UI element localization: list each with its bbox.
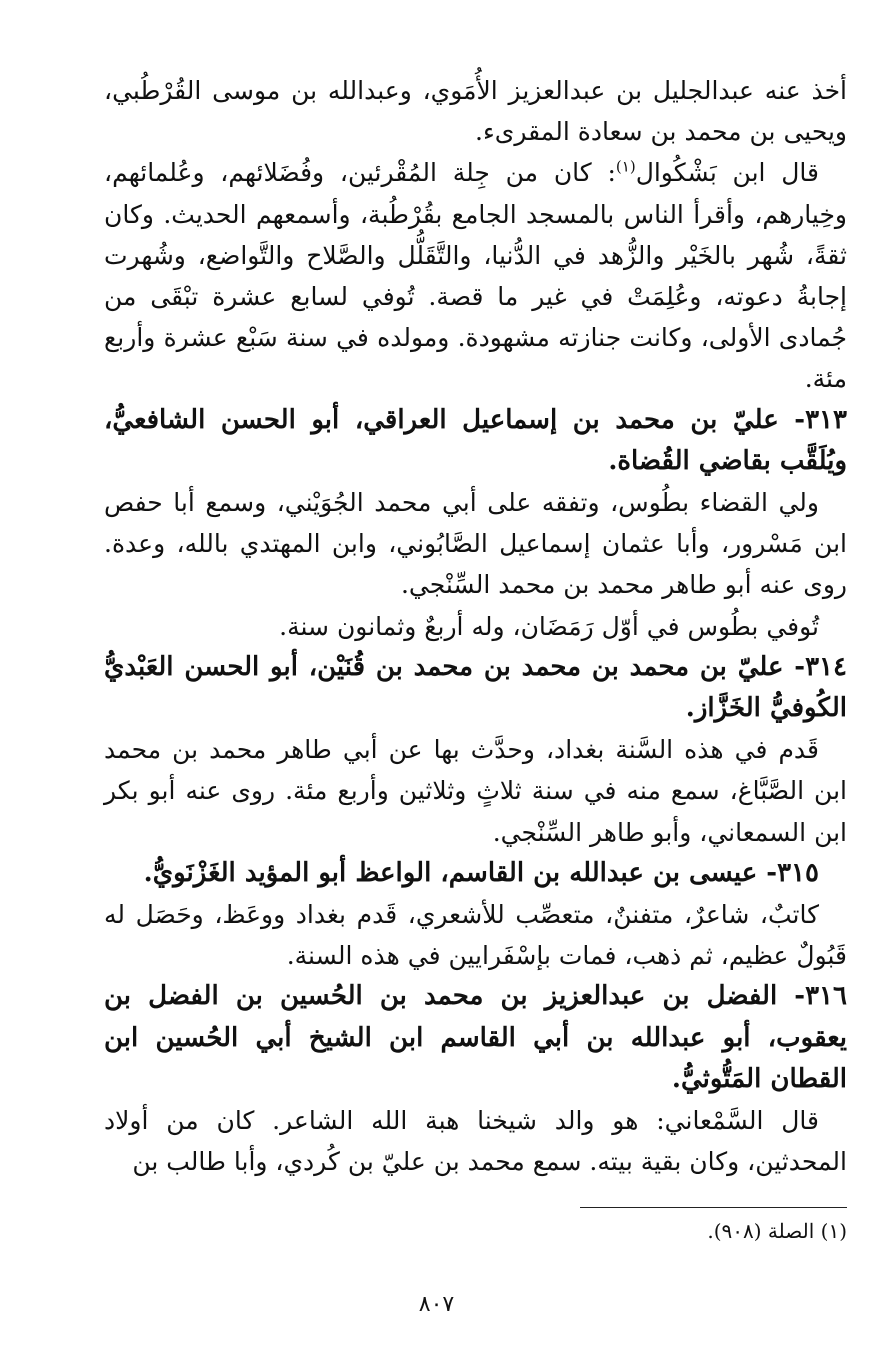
entry-body-316: قال السَّمْعاني: هو والد شيخنا هبة الله الشاعر. كان من أولاد المحدثين، وكان بقية بيته. سمع محمد بن عليّ بن كُردي، وأبا طالب بن: [104, 1106, 847, 1177]
entry-body-314: قَدم في هذه السَّنة بغداد، وحدَّث بها عن أبي طاهر محمد بن محمد ابن الصَّبَّاغ، سمع منه في سنة ثلاثٍ وثلاثين وأربع مئة. روى عنه أبو بكر ابن السمعاني، وأبو طاهر السِّنْجي.: [104, 735, 847, 847]
entry-body-315: كاتبٌ، شاعرٌ، متفننٌ، متعصِّب للأشعري، قَدم بغداد ووعَظ، وحَصَل له قَبُولٌ عظيم، ثم ذهب، فمات بإسْفَرايين في هذه السنة.: [104, 900, 847, 971]
quote-body: : كان من جِلة المُقْرئين، وفُضَلائهم، وعُلمائهم، وخِيارهم، وأقرأ الناس بالمسجد الجامع بقُرْطُبة، وأسمعهم الحديث. وكان ثقةً، شُهر بالخَيْر والزُّهد في الدُّنيا، والتَّقَلُّل والصَّلاح والتَّواضع، وشُهرت إجابةُ دعوته، وعُلِمَتْ في غير ما قصة. تُوفي لسابع عشرة تبْقَى من جُمادى الأولى، وكانت جنازته مشهودة. ومولده في سنة سَبْع عشرة وأربع مئة.: [104, 158, 847, 394]
page-body: [104, 70, 847, 1182]
page-number: ٨٠٧: [418, 1292, 455, 1317]
entry-heading-316: ٣١٦- الفضل بن عبدالعزيز بن محمد بن الحُسين بن الفضل بن يعقوب، أبو عبدالله بن أبي القاسم ابن الشيخ أبي الحُسين ابن القطان المَتُّوثيُّ.: [104, 981, 847, 1094]
footnote: (١) الصلة (٩٠٨).: [707, 1219, 847, 1243]
paragraph-ibn-bashkuwal-quote: [104, 152, 847, 399]
entry-heading-314: ٣١٤- عليّ بن محمد بن محمد بن محمد بن قُنَيْن، أبو الحسن العَبْديُّ الكُوفيُّ الخَزَّاز.: [104, 651, 847, 724]
entry-death-313: تُوفي بطُوس في أوّل رَمَضَان، وله أربعٌ وثمانون سنة.: [279, 611, 819, 641]
entry-heading-313: ٣١٣- عليّ بن محمد بن إسماعيل العراقي، أبو الحسن الشافعيُّ، ويُلَقَّب بقاضي القُضاة.: [104, 404, 847, 476]
footnote-marker: (١): [615, 158, 636, 177]
entry-heading-315: ٣١٥- عيسى بن عبدالله بن القاسم، الواعظ أبو المؤيد الغَزْنَويُّ.: [143, 857, 819, 888]
footnote-separator: [580, 1207, 847, 1208]
paragraph-chain-of-narrators: أخذ عنه عبدالجليل بن عبدالعزيز الأُمَوي، وعبدالله بن موسى القُرْطُبي، ويحيى بن محمد بن سعادة المقرىء.: [104, 76, 847, 147]
entry-body-313: ولي القضاء بطُوس، وتفقه على أبي محمد الجُوَيْني، وسمع أبا حفص ابن مَسْرور، وأبا عثمان إسماعيل الصَّابُوني، وابن المهتدي بالله، وعدة. روى عنه أبو طاهر محمد بن محمد السِّنْجي.: [104, 488, 847, 600]
quote-intro: قال ابن بَشْكُوال: [635, 158, 819, 188]
